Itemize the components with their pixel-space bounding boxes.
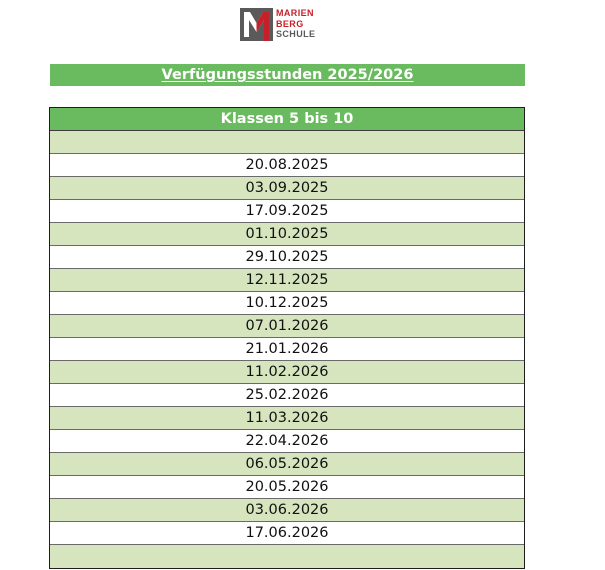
table-row [50,545,524,568]
table-row: 06.05.2026 [50,453,524,476]
logo-line-schule: SCHULE [276,29,316,40]
table-row: 07.01.2026 [50,315,524,338]
table-row [50,131,524,154]
table-row: 03.09.2025 [50,177,524,200]
logo-line-berg: BERG [276,18,304,29]
logo-wordmark [276,8,315,40]
table-row: 21.01.2026 [50,338,524,361]
table-row: 12.11.2025 [50,269,524,292]
table-header: Klassen 5 bis 10 [50,108,524,131]
table-row: 20.05.2026 [50,476,524,499]
table-row: 11.03.2026 [50,407,524,430]
table-row: 22.04.2026 [50,430,524,453]
table-row: 17.09.2025 [50,200,524,223]
school-logo [240,7,315,41]
page-title: Verfügungsstunden 2025/2026 [50,64,525,86]
table-row: 25.02.2026 [50,384,524,407]
table-row: 20.08.2025 [50,154,524,177]
table-row: 01.10.2025 [50,223,524,246]
table-row: 10.12.2025 [50,292,524,315]
marienbergschule-m-logo-icon [240,8,273,41]
table-row: 29.10.2025 [50,246,524,269]
schedule-table [49,107,525,569]
table-row: 03.06.2026 [50,499,524,522]
table-row: 17.06.2026 [50,522,524,545]
table-row: 11.02.2026 [50,361,524,384]
logo-line-marien: MARIEN [276,8,314,19]
